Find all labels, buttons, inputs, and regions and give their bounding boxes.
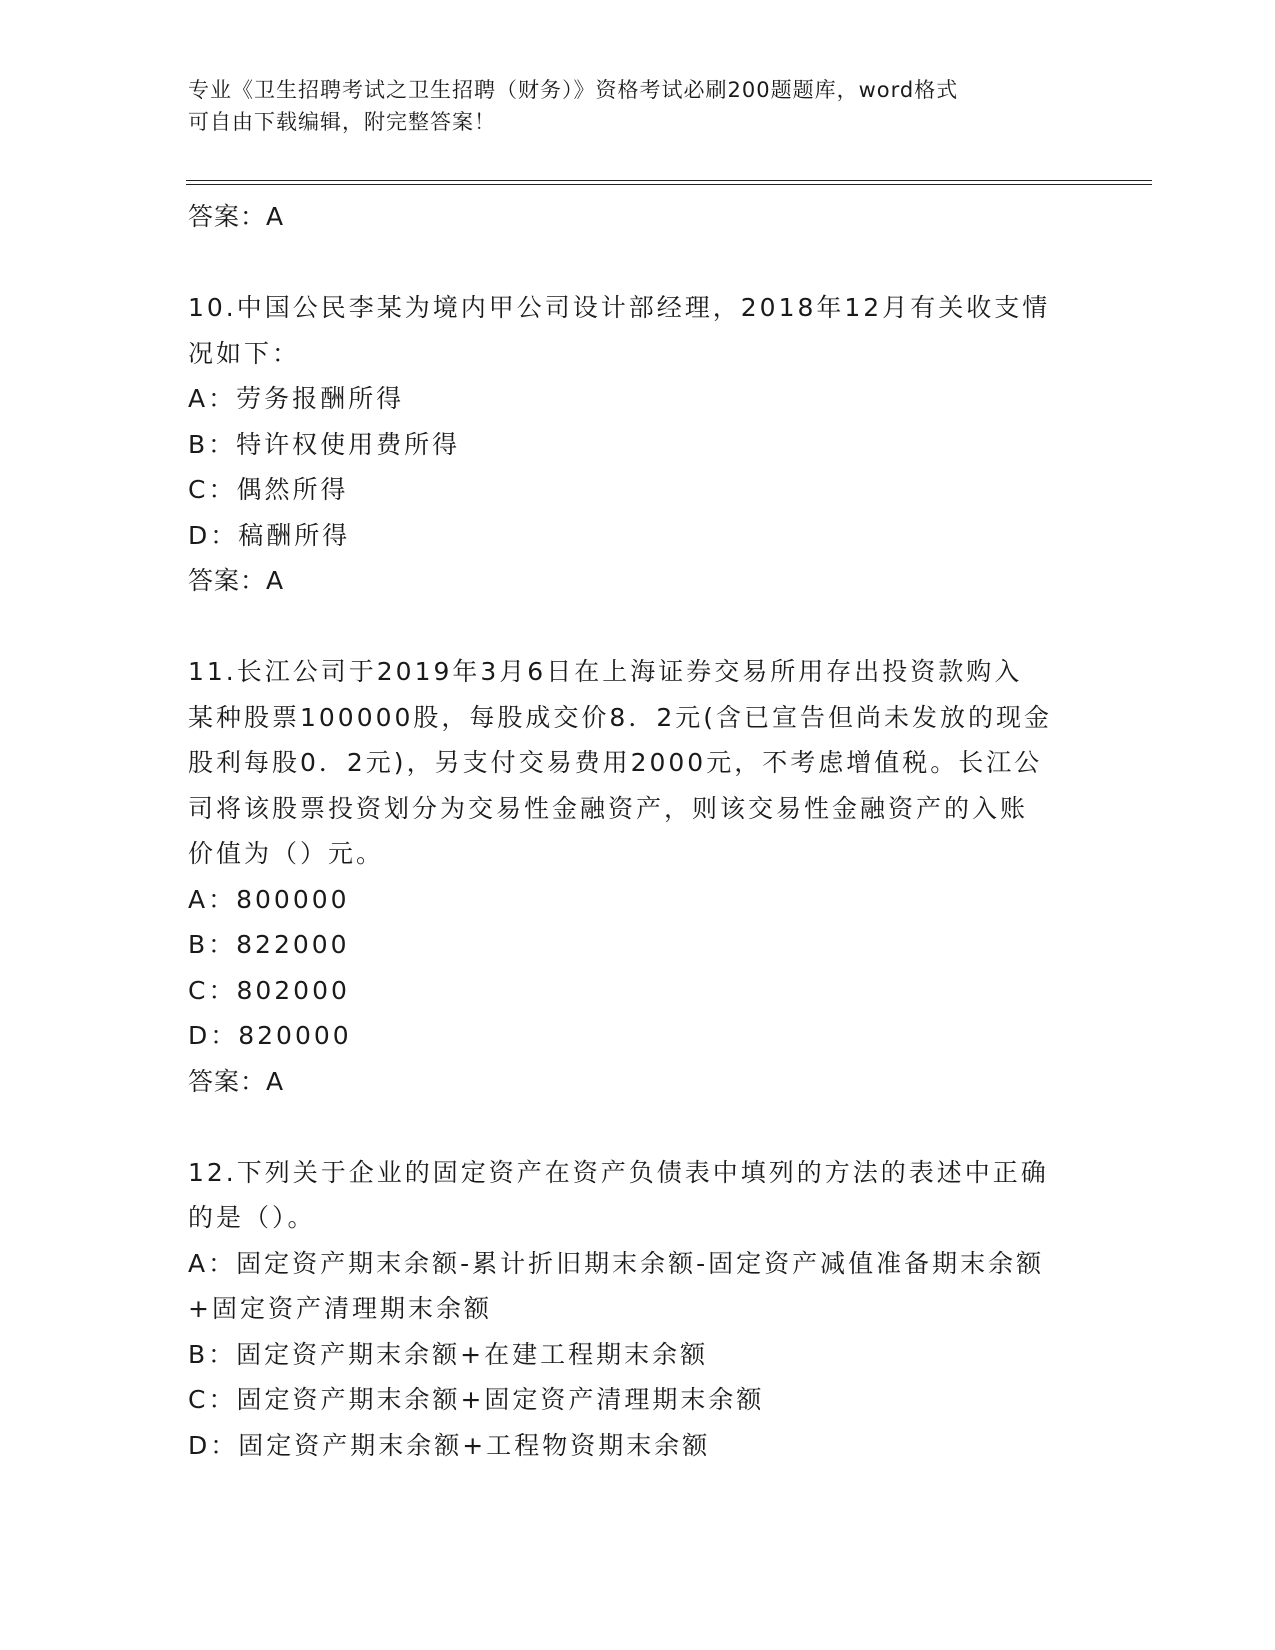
question-11-option-d: D：820000 [188,1021,352,1050]
question-10-stem-line-2: 况如下： [188,338,301,368]
header-line-1: 专业《卫生招聘考试之卫生招聘（财务）》资格考试必刷200题题库，word格式 [188,78,959,102]
document-header [188,74,1078,138]
question-10-stem-line-1: 10.中国公民李某为境内甲公司设计部经理，2018年12月有关收支情 [188,293,1051,322]
question-11-stem-line-5: 价值为（）元。 [188,839,385,868]
question-11-stem-line-3: 股利每股0．2元)，另支付交易费用2000元，不考虑增值税。长江公 [188,748,1043,777]
question-11-answer: 答案：A [188,1066,285,1096]
header-divider-bottom [186,184,1152,185]
question-11 [188,649,1088,1104]
question-10-option-a: A：劳务报酬所得 [188,384,405,413]
question-10-answer: 答案：A [188,566,285,595]
question-12-option-a-line-1: A：固定资产期末余额-累计折旧期末余额-固定资产减值准备期末余额 [188,1248,1045,1278]
question-12-option-c: C：固定资产期末余额+固定资产清理期末余额 [188,1385,765,1414]
question-12 [188,1150,1088,1469]
question-12-option-d: D：固定资产期末余额+工程物资期末余额 [188,1430,711,1460]
question-12-stem-line-1: 12.下列关于企业的固定资产在资产负债表中填列的方法的表述中正确 [188,1157,1049,1187]
question-11-stem-line-4: 司将该股票投资划分为交易性金融资产，则该交易性金融资产的入账 [188,793,1029,823]
question-11-option-b: B：822000 [188,930,350,959]
question-12-option-a-line-2: +固定资产清理期末余额 [188,1294,492,1323]
question-11-option-c: C：802000 [188,975,350,1005]
header-divider-top [186,180,1152,181]
question-11-option-a: A：800000 [188,884,350,914]
question-12-stem-line-2: 的是（）。 [188,1203,316,1232]
spacer [188,1104,1088,1150]
answer-previous: 答案：A [188,202,285,231]
spacer [188,604,1088,650]
question-10-option-b: B：特许权使用费所得 [188,429,461,459]
question-11-stem-line-1: 11.长江公司于2019年3月6日在上海证券交易所用存出投资款购入 [188,657,1023,686]
question-list [188,194,1088,1468]
question-10 [188,285,1088,604]
question-10-option-c: C：偶然所得 [188,475,349,504]
question-12-option-b: B：固定资产期末余额+在建工程期末余额 [188,1339,709,1369]
header-line-2: 可自由下载编辑，附完整答案！ [188,110,496,134]
question-11-stem-line-2: 某种股票100000股，每股成交价8．2元(含已宣告但尚未发放的现金 [188,702,1053,732]
question-10-option-d: D：稿酬所得 [188,520,351,550]
spacer [188,240,1088,286]
